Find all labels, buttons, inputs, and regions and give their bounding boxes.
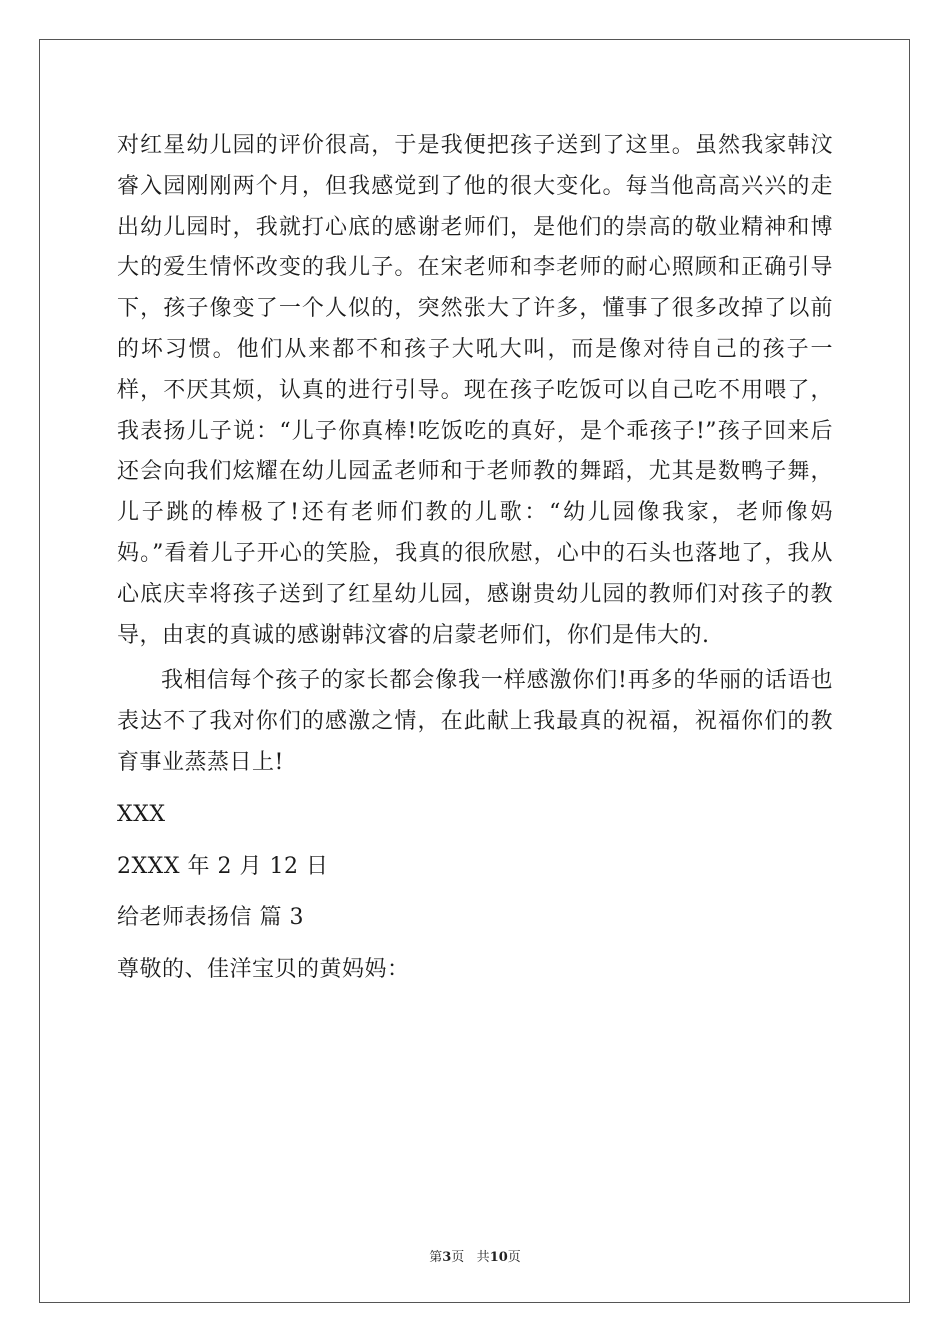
footer-total-prefix: 共: [476, 1250, 490, 1265]
footer-total-pages: 10: [489, 1250, 508, 1265]
signature: XXX: [117, 801, 166, 827]
body-paragraph-continued: 对红星幼儿园的评价很高，于是我便把孩子送到了这里。虽然我家韩汶睿入园刚刚两个月，但我感觉到了他的很大变化。每当他高高兴兴的走出幼儿园时，我就打心底的感谢老师们，是他们的崇高的敬业精神和博大的爱生情怀改变的我儿子。在宋老师和李老师的耐心照顾和正确引导下，孩子像变了一个人似的，突然张大了许多，懂事了很多改掉了以前的坏习惯。他们从来都不和孩子大吼大叫，而是像对待自己的孩子一样，不厌其烦，认真的进行引导。现在孩子吃饭可以自己吃不用喂了，我表扬儿子说：“儿子你真棒!吃饭吃的真好，是个乖孩子!”孩子回来后还会向我们炫耀在幼儿园孟老师和于老师教的舞蹈，尤其是数鸭子舞，儿子跳的棒极了!还有老师们教的儿歌：“幼儿园像我家，老师像妈妈。”看着儿子开心的笑脸，我真的很欣慰，心中的石头也落地了，我从心底庆幸将孩子送到了红星幼儿园，感谢贵幼儿园的教师们对孩子的教导，由衷的真诚的感谢韩汶睿的启蒙老师们，你们是伟大的.: [117, 133, 833, 648]
footer-total-unit: 页: [507, 1250, 521, 1265]
page-footer: [0, 1246, 950, 1265]
section-heading: 给老师表扬信 篇 3: [117, 905, 304, 931]
footer-page-prefix: 第: [429, 1250, 443, 1265]
body-paragraph-2: 我相信每个孩子的家长都会像我一样感激你们!再多的华丽的话语也表达不了我对你们的感激之情，在此献上我最真的祝福，祝福你们的教育事业蒸蒸日上!: [117, 668, 833, 775]
letter-date: 2XXX 年 2 月 12 日: [117, 853, 329, 879]
document-body: [117, 126, 833, 991]
salutation: 尊敬的、佳洋宝贝的黄妈妈：: [117, 957, 410, 983]
footer-page-number: 3: [442, 1250, 452, 1265]
footer-page-unit: 页: [451, 1250, 465, 1265]
